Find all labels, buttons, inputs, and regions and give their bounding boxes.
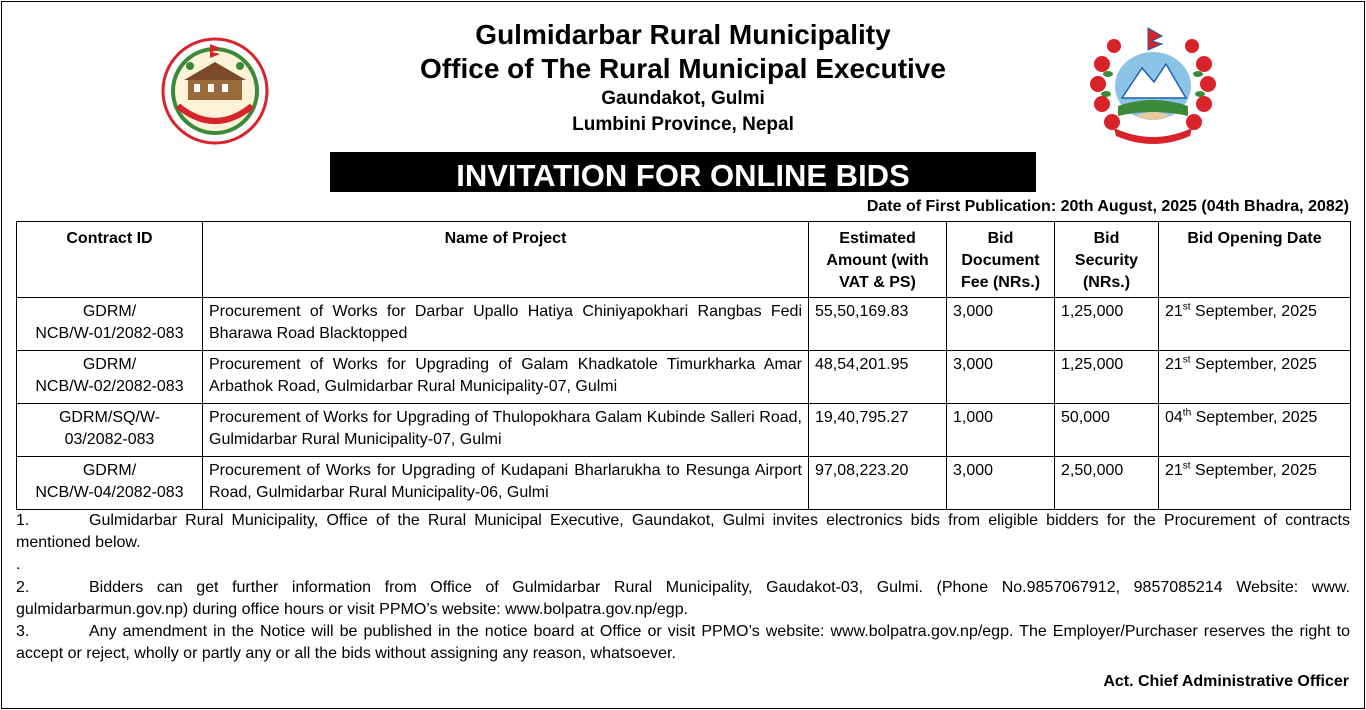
office-location: Gaundakot, Gulmi [601, 88, 765, 109]
project-name-cell: Procurement of Works for Upgrading of Thulopokhara Galam Kubinde Salleri Road, Gulmidarbar Rural Municipality-07, Gulmi [203, 404, 809, 457]
contract-id-cell: GDRM/ NCB/W-01/2082-083 [17, 298, 203, 351]
security-cell: 2,50,000 [1055, 457, 1159, 510]
security-cell: 50,000 [1055, 404, 1159, 457]
amount-cell: 97,08,223.20 [809, 457, 947, 510]
project-name-cell: Procurement of Works for Upgrading of Galam Khadkatole Timurkharka Amar Arbathok Road, Gulmidarbar Rural Municipality-07, Gulmi [203, 351, 809, 404]
table-row [17, 457, 1351, 510]
clause-2: 2. Bidders can get further information from Office of Gulmidarbar Rural Municipality, Gaudakot-03, Gulmi. (Phone No.9857067912, 9857085214 Website: www. gulmidarbarmun.gov.np) during office hours or visit PPMO’s website: www.bolpatra.gov.np/egp. [16, 579, 1350, 618]
header-contract-id: Contract ID [17, 222, 203, 298]
fee-cell: 3,000 [947, 298, 1055, 351]
notice-title-banner: INVITATION FOR ONLINE BIDS [330, 152, 1036, 192]
security-cell: 1,25,000 [1055, 351, 1159, 404]
letterhead [330, 18, 1036, 138]
notice-clauses [16, 510, 1350, 665]
security-cell: 1,25,000 [1055, 298, 1159, 351]
stray-dot: . [16, 556, 21, 573]
table-row [17, 351, 1351, 404]
fee-cell: 3,000 [947, 457, 1055, 510]
fee-cell: 1,000 [947, 404, 1055, 457]
table-header-row [17, 222, 1351, 298]
contract-id-cell: GDRM/ NCB/W-04/2082-083 [17, 457, 203, 510]
bids-table [16, 221, 1351, 510]
table-row [17, 404, 1351, 457]
table-row [17, 298, 1351, 351]
header-bid-opening-date: Bid Opening Date [1159, 222, 1351, 298]
fee-cell: 3,000 [947, 351, 1055, 404]
municipality-logo [160, 36, 270, 146]
clause-3: 3. Any amendment in the Notice will be published in the notice board at Office or visit PPMO’s website: www.bolpatra.gov.np/egp. The Employer/Purchaser reserves the right to accept or reject, wholly or partly any or all the bids without assigning any reason, whatsoever. [16, 623, 1350, 662]
contract-id-cell: GDRM/SQ/W- 03/2082-083 [17, 404, 203, 457]
publication-date: Date of First Publication: 20th August, 2025 (04th Bhadra, 2082) [866, 198, 1349, 215]
opening-date-cell: 21st September, 2025 [1159, 457, 1351, 510]
clause-1: 1. Gulmidarbar Rural Municipality, Office of the Rural Municipal Executive, Gaundakot, Gulmi invites electronics bids from eligible bidders for the Procurement of contracts mentioned below. [16, 512, 1350, 551]
municipality-name: Gulmidarbar Rural Municipality [475, 19, 891, 50]
opening-date-cell: 04th September, 2025 [1159, 404, 1351, 457]
amount-cell: 48,54,201.95 [809, 351, 947, 404]
contract-id-cell: GDRM/ NCB/W-02/2082-083 [17, 351, 203, 404]
office-province: Lumbini Province, Nepal [572, 114, 794, 135]
nepal-emblem [1084, 24, 1222, 148]
header-estimated-amount: Estimated Amount (with VAT & PS) [809, 222, 947, 298]
header-bid-document-fee: Bid Document Fee (NRs.) [947, 222, 1055, 298]
header-project-name: Name of Project [203, 222, 809, 298]
amount-cell: 19,40,795.27 [809, 404, 947, 457]
signatory-title: Act. Chief Administrative Officer [1103, 673, 1349, 690]
opening-date-cell: 21st September, 2025 [1159, 351, 1351, 404]
header-bid-security: Bid Security (NRs.) [1055, 222, 1159, 298]
project-name-cell: Procurement of Works for Upgrading of Kudapani Bharlarukha to Resunga Airport Road, Gulmidarbar Rural Municipality-06, Gulmi [203, 457, 809, 510]
amount-cell: 55,50,169.83 [809, 298, 947, 351]
project-name-cell: Procurement of Works for Darbar Upallo Hatiya Chiniyapokhari Rangbas Fedi Bharawa Road Blacktopped [203, 298, 809, 351]
office-name: Office of The Rural Municipal Executive [420, 53, 946, 84]
opening-date-cell: 21st September, 2025 [1159, 298, 1351, 351]
